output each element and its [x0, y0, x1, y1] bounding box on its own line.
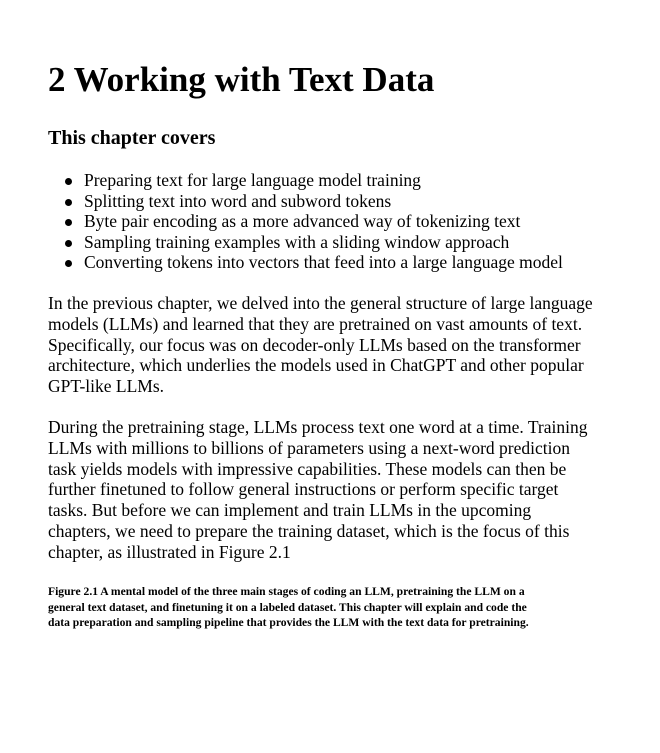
list-item: [48, 191, 563, 212]
paragraph-line: LLMs with millions to billions of parameters using a next-word prediction: [48, 437, 571, 458]
list-item-text: Splitting text into word and subword tokens: [84, 190, 392, 211]
paragraph-line: chapters, we need to prepare the training dataset, which is the focus of this: [48, 520, 570, 541]
paragraph-line: models (LLMs) and learned that they are pretrained on vast amounts of text.: [48, 313, 583, 334]
paragraph-line: GPT-like LLMs.: [48, 376, 165, 397]
list-item-text: Sampling training examples with a sliding window approach: [84, 231, 510, 252]
bullet-icon: [65, 199, 72, 206]
list-item: [48, 252, 563, 273]
caption-line: general text dataset, and finetuning it on a labeled dataset. This chapter will explain and code the: [48, 600, 527, 614]
list-item-text: Converting tokens into vectors that feed into a large language model: [84, 252, 563, 273]
paragraph-line: architecture, which underlies the models used in ChatGPT and other popular: [48, 355, 584, 376]
intro-paragraph: [48, 293, 620, 397]
chapter-covers-list: [48, 170, 563, 273]
paragraph-line: During the pretraining stage, LLMs process text one word at a time. Training: [48, 417, 588, 437]
paragraph-line: Specifically, our focus was on decoder-only LLMs based on the transformer: [48, 334, 581, 355]
list-item: [48, 232, 563, 253]
bullet-icon: [65, 219, 72, 226]
chapter-title: 2 Working with Text Data: [48, 60, 435, 99]
bullet-icon: [65, 178, 72, 185]
caption-line: Figure 2.1 A mental model of the three main stages of coding an LLM, pretraining the LLM on a: [48, 585, 525, 598]
paragraph-line: tasks. But before we can implement and train LLMs in the upcoming: [48, 500, 532, 521]
paragraph-line: chapter, as illustrated in Figure 2.1: [48, 541, 291, 562]
paragraph-line: task yields models with impressive capabilities. These models can then be: [48, 458, 567, 479]
list-item: [48, 170, 563, 191]
figure-caption: [48, 584, 620, 631]
pretraining-paragraph: [48, 417, 620, 563]
list-item-text: Preparing text for large language model training: [84, 170, 421, 190]
caption-line: data preparation and sampling pipeline that provides the LLM with the text data for pretraining.: [48, 616, 529, 629]
bullet-icon: [65, 240, 72, 247]
paragraph-line: further finetuned to follow general instructions or perform specific target: [48, 479, 559, 500]
list-item: [48, 211, 563, 232]
paragraph-line: In the previous chapter, we delved into the general structure of large language: [48, 293, 593, 313]
list-item-text: Byte pair encoding as a more advanced way of tokenizing text: [84, 211, 521, 232]
chapter-covers-heading: This chapter covers: [48, 127, 216, 149]
bullet-icon: [65, 260, 72, 267]
